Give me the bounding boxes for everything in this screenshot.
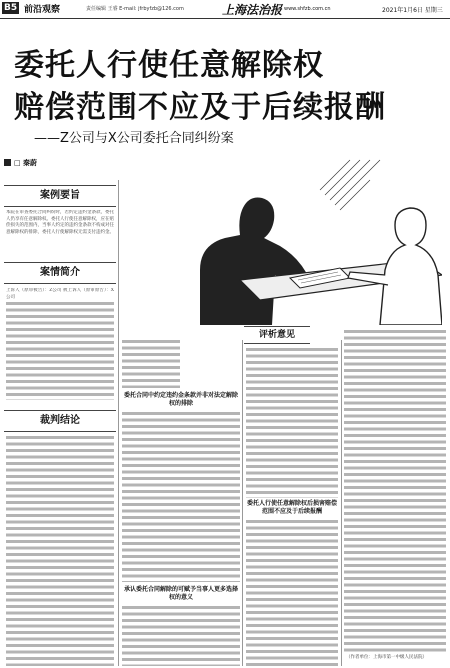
author-affiliation: （作者单位：上海市第一中级人民法院） — [346, 655, 427, 660]
illustration-negotiation-sketch — [180, 150, 442, 325]
section-case-intro-heading: 案情简介 — [4, 262, 116, 284]
page-number: B5 — [4, 3, 18, 13]
byline-marker-icon — [4, 159, 11, 166]
column-divider — [242, 340, 243, 666]
subhead-more-options: 承认委托合同解除的可赋予当事人更多选择权的意义 — [123, 586, 238, 601]
case-intro-body — [6, 302, 114, 400]
column-divider — [341, 340, 342, 666]
headline-line-1: 委托人行使任意解除权 — [14, 48, 324, 83]
section-case-summary-heading: 案例要旨 — [4, 185, 116, 207]
issue-date: 2021年1月6日 星期三 — [382, 7, 443, 14]
headline-subtitle: ——Z公司与X公司委托合同纠纷案 — [34, 131, 234, 146]
case-summary-text: 本院在审查委托合同纠纷时，若约定违约金条款，委托人仍享有任意解除权。委托人行使任意解除权，应在赔偿损失的范围内，当事人约定的违约金条款不构成对任意解除权的排除，委托人行使解除权无需支付违约金。 — [6, 210, 114, 235]
newspaper-url: www.shfzb.com.cn — [284, 6, 331, 12]
section-commentary-heading: 评析意见 — [244, 326, 310, 344]
byline-author: □ 秦蔚 — [14, 159, 38, 167]
page-header — [0, 0, 450, 19]
section-judgment-heading: 裁判结论 — [4, 410, 116, 432]
middle-column-body-1 — [122, 412, 240, 582]
section-name: 前沿观察 — [24, 5, 61, 15]
headline-line-2: 赔偿范围不应及于后续报酬 — [14, 90, 386, 125]
middle-column-intro — [122, 340, 180, 388]
middle-column-body-2 — [122, 606, 240, 666]
third-column-body-1 — [246, 348, 338, 498]
judgment-body — [6, 436, 114, 666]
byline — [4, 158, 37, 168]
editor-info: 责任编辑 王睿 E-mail: jfrbyfzb@126.com — [86, 6, 184, 12]
case-intro-parties: 上诉人（原审被告）：Z公司 被上诉人（原审原告）：X公司 — [6, 288, 114, 300]
newspaper-masthead: 上海法治报 — [222, 3, 283, 17]
column-divider — [118, 180, 119, 666]
right-column-body — [344, 330, 446, 652]
subhead-damages-scope: 委托人行使任意解除权后损害赔偿范围不应及于后续报酬 — [246, 500, 337, 515]
third-column-body-2 — [246, 520, 338, 666]
subhead-penalty-clause: 委托合同中约定违约金条款并非对法定解除权的排除 — [123, 392, 238, 407]
